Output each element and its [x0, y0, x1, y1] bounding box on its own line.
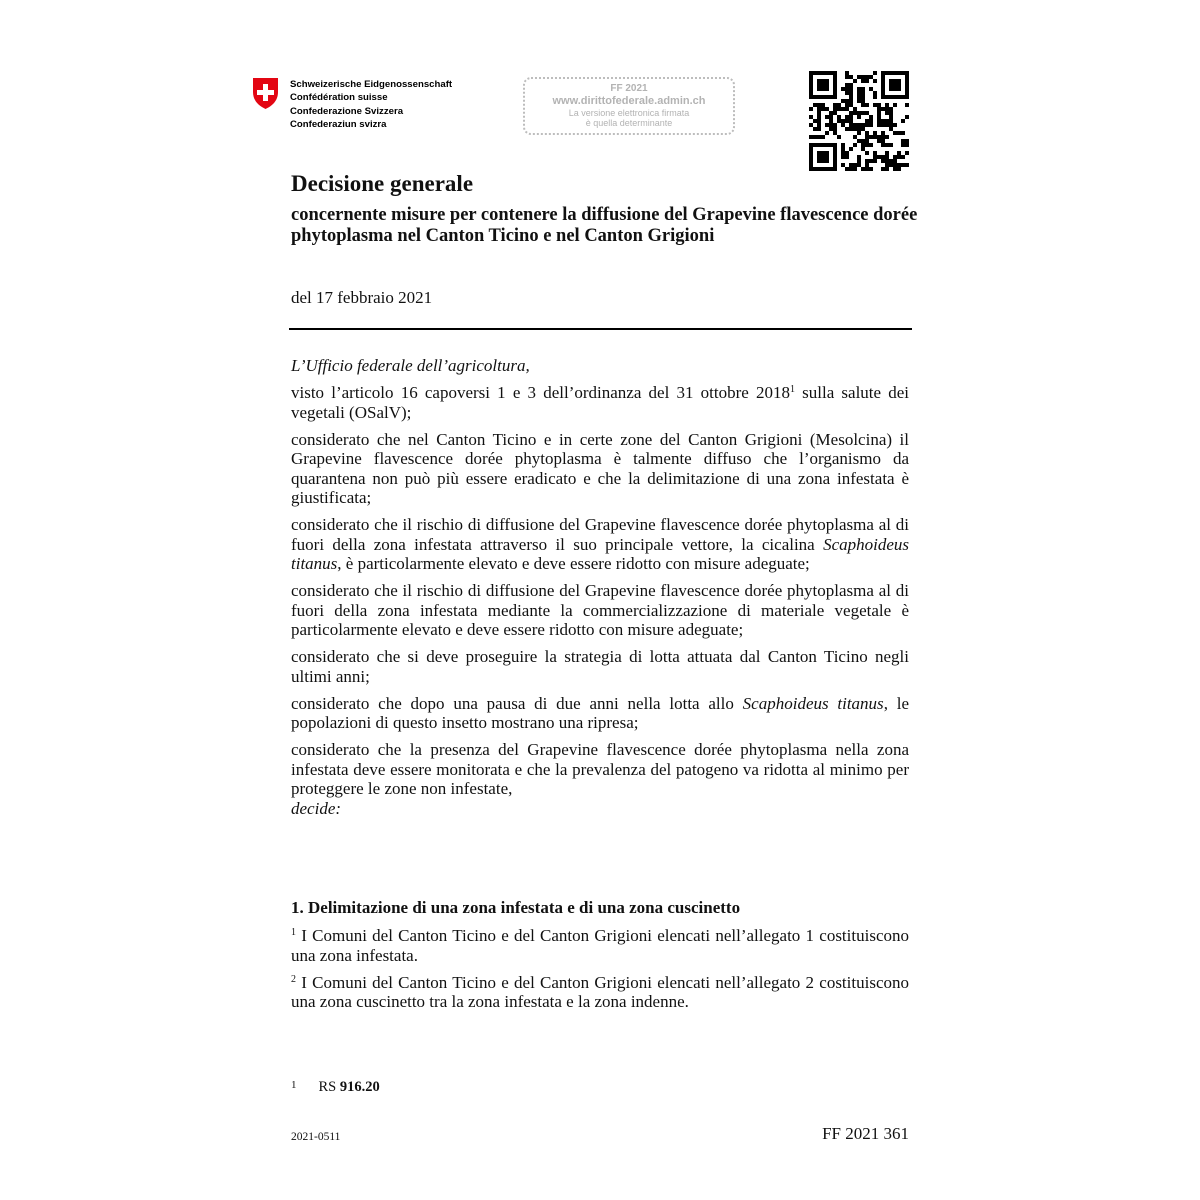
document-title: Decisione generale	[291, 171, 474, 196]
legal-basis-text: visto l’articolo 16 capoversi 1 e 3 dell’ordinanza del 31 ottobre 2018	[291, 383, 790, 402]
confederation-names	[290, 78, 452, 132]
recital-3: considerato che il rischio di diffusione del Grapevine flavescence dorée phytoplasma al di fuori della zona infestata mediante la commercializzazione di materiale vegetale è particolarmente elevato e deve essere ridotto con misure adeguate;	[291, 581, 909, 639]
recital-2-text: considerato che il rischio di diffusione del Grapevine flavescence dorée phytoplasma al di fuori della zona infestata attraverso il suo principale vettore, la cicalina	[291, 515, 909, 554]
decision-marker: decide:	[291, 798, 342, 818]
section-1-paragraph-2	[291, 973, 909, 1012]
recital-5-text: considerato che dopo una pausa di due anni nella lotta allo	[291, 693, 743, 713]
paragraph-number: 2	[291, 973, 296, 985]
paragraph-number: 1	[291, 927, 296, 938]
confederation-name-de: Schweizerische Eidgenossenschaft	[290, 79, 453, 90]
stamp-line-2: www.dirittofederale.admin.ch	[552, 95, 706, 107]
footnote	[291, 1079, 380, 1096]
stamp-line-4: è quella determinante	[585, 118, 673, 128]
preamble	[291, 356, 909, 818]
title-divider	[289, 328, 912, 330]
section-1-body	[291, 926, 909, 1012]
document-id: 2021-0511	[291, 1131, 341, 1143]
recital-5-species: Scaphoideus titanus	[742, 693, 884, 713]
footnote-prefix: RS	[318, 1079, 340, 1095]
recital-6: considerato che la presenza del Grapevine flavescence dorée phytoplasma nella zona infestata deve essere monitorata e che la prevalenza del patogeno va ridotta al minimo per proteggere le zone non infestate,	[291, 740, 909, 798]
issuing-authority: L’Ufficio federale dell’agricoltura,	[291, 356, 530, 375]
document-subtitle: concernente misure per contenere la diffusione del Grapevine flavescence dorée phytoplasma nel Canton Ticino e nel Canton Grigioni	[291, 205, 918, 246]
stamp-line-1: FF 2021	[610, 83, 648, 94]
legal-basis-paragraph	[291, 383, 909, 422]
stamp-line-3: La versione elettronica firmata	[568, 108, 690, 118]
recital-1: considerato che nel Canton Ticino e in certe zone del Canton Grigioni (Mesolcina) il Grapevine flavescence dorée phytoplasma è talmente diffuso che l’organismo da quarantena non può più essere eradicato e che la delimitazione di una zona infestata è giustificata;	[291, 429, 909, 507]
document-date: del 17 febbraio 2021	[291, 288, 433, 307]
qr-code-icon[interactable]	[809, 71, 909, 171]
paragraph-text: I Comuni del Canton Ticino e del Canton Grigioni elencati nell’allegato 2 costituiscono una zona cuscinetto tra la zona infestata e la zona indenne.	[291, 972, 909, 1011]
recital-5-text-end: , le popolazioni di questo insetto mostrano una ripresa;	[291, 693, 909, 732]
paragraph-text: I Comuni del Canton Ticino e del Canton Grigioni elencati nell’allegato 1 costituiscono una zona infestata.	[291, 926, 909, 965]
footnote-mark: 1	[291, 1079, 297, 1091]
recital-2-species: Scaphoideus titanus	[291, 534, 909, 573]
recital-2	[291, 515, 909, 574]
confederation-name-rm: Confederaziun svizra	[290, 119, 387, 131]
footnote-rs-number[interactable]: 916.20	[339, 1079, 380, 1095]
recital-5	[291, 694, 909, 733]
confederation-name-fr: Confédération suisse	[290, 92, 388, 104]
recital-4: considerato che si deve proseguire la strategia di lotta attuata dal Canton Ticino negli ultimi anni;	[291, 647, 909, 686]
page-reference: FF 2021 361	[822, 1124, 909, 1143]
swiss-crest-icon	[252, 77, 279, 110]
recital-2-text-end: , è particolarmente elevato e deve essere ridotto con misure adeguate;	[337, 554, 810, 573]
legal-basis-text-end: sulla salute dei vegetali (OSalV);	[291, 383, 909, 422]
confederation-name-it: Confederazione Svizzera	[290, 105, 404, 117]
footnote-reference[interactable]: 1	[789, 384, 795, 395]
section-1-heading: 1. Delimitazione di una zona infestata e di una zona cuscinetto	[291, 898, 741, 917]
section-1-paragraph-1	[291, 926, 909, 965]
electronic-signature-stamp	[523, 77, 735, 135]
